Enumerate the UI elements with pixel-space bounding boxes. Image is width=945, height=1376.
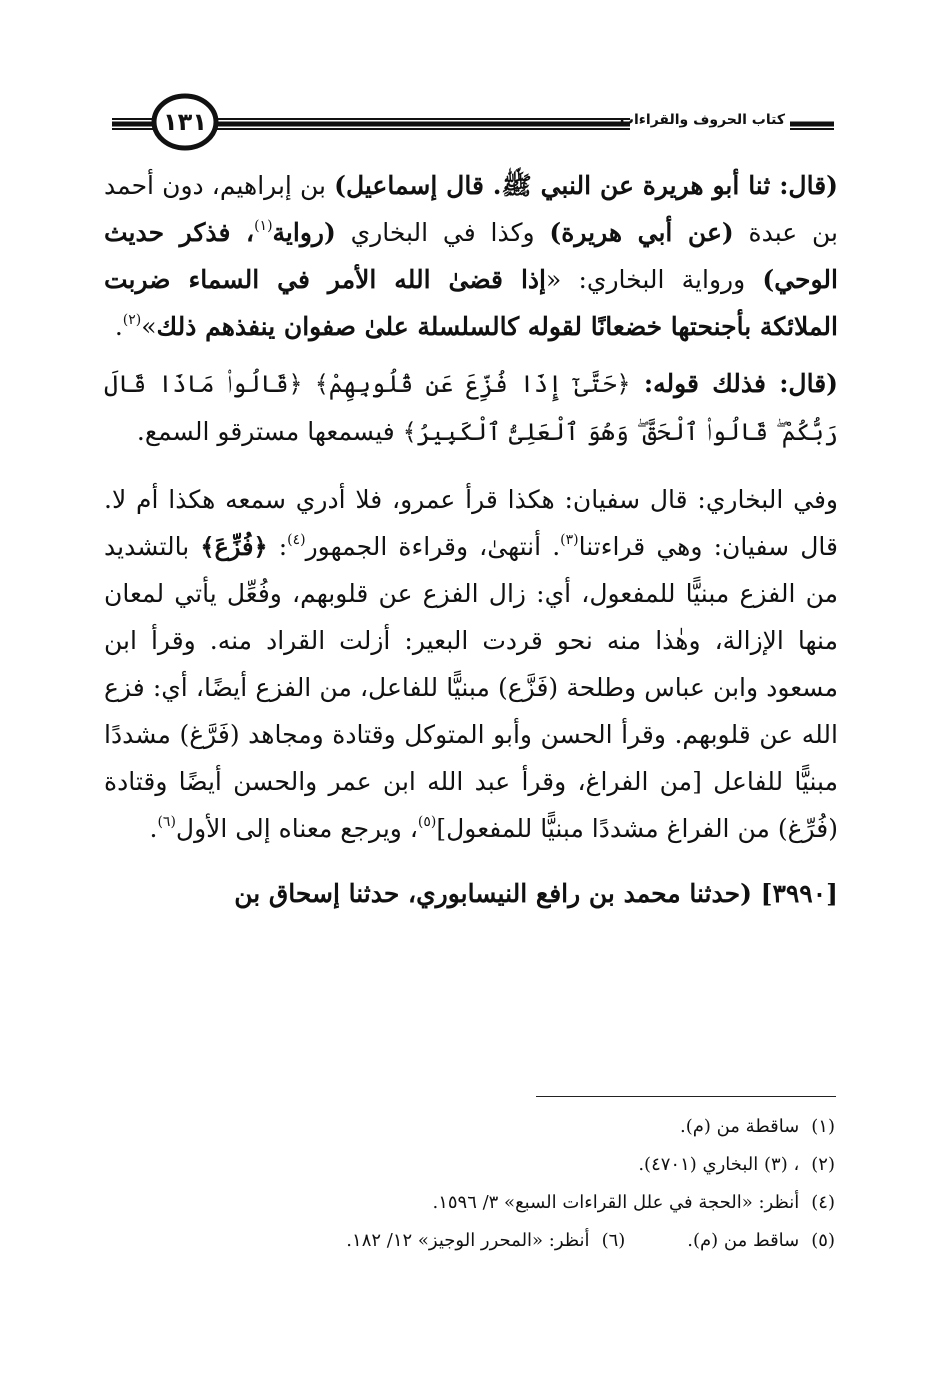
text-segment: (قال: فذلك قوله: [630, 369, 838, 398]
footnote-4 [135, 1184, 835, 1222]
footnote-text: أنظر: «الحجة في علل القراءات السبع» ٣/ ١٥٩٦. [432, 1192, 800, 1213]
text-segment: وكذا في البخاري [335, 218, 550, 247]
footnote-text: ساقطة من (م). [679, 1116, 800, 1137]
text-segment: (رواية [272, 218, 336, 247]
footnote-number: (٢) [811, 1154, 835, 1175]
footnote-2 [135, 1146, 835, 1184]
text-segment: بن إبراهيم، دون أحمد بن عبدة [104, 171, 838, 247]
footnote-ref: (٣) [560, 532, 579, 548]
text-segment: » [141, 312, 157, 341]
text-segment: بالتشديد من الفزع مبنيًّا للمفعول، أي: زال الفزع عن قلوبهم، وفُعِّل يأتي لمعان منها الإزالة، وهٰذا منه نحو قردت البعير: أزلت القراد منه. وقرأ ابن مسعود وابن عباس وطلحة (فَزَّع) مبنيًّا للفاعل، من الفزع أيضًا، أي: فزع الله عن قلوبهم. وقرأ الحسن وأبو المتوكل وقتادة ومجاهد (فَرَّغ) مشددًا مبنيًّا للفاعل [من الفراغ، وقرأ عبد الله ابن عمر والحسن أيضًا وقتادة (فُرِّغ) من الفراغ مشددًا مبنيًّا للمفعول] [104, 532, 838, 843]
footnote-text: ، (٣) البخاري (٤٧٠١). [638, 1154, 800, 1175]
text-segment: ، ويرجع معناه إلى الأول [175, 814, 418, 843]
footnote-6 [346, 1222, 625, 1260]
page-header [0, 0, 945, 170]
header-ornament [0, 0, 945, 170]
paragraph-3 [104, 476, 838, 852]
footnote-ref: (٦) [157, 814, 176, 830]
text-segment: ورواية البخاري: « [545, 265, 763, 294]
footnote-text: ساقط من (م). [687, 1230, 800, 1251]
text-segment: فيسمعها مسترقو السمع. [136, 417, 403, 446]
paragraph-1 [104, 162, 838, 350]
footnote-separator [536, 1096, 836, 1097]
quran-verse: ﴿حَتَّىٰٓ إِذَا فُزِّعَ عَن قُلُوبِهِمْ﴾ ﴿قَالُوا۟ مَاذَا قَالَ رَبُّكُمْ ۖ قَالُوا۟ ٱلْحَقَّ ۖ وَهُوَ ٱلْعَلِىُّ ٱلْكَبِيرُ﴾ [104, 370, 838, 446]
footnote-row [135, 1222, 835, 1260]
footnote-number: (١) [811, 1116, 835, 1137]
footnote-number: (٦) [601, 1230, 626, 1251]
footnote-number: (٤) [811, 1192, 835, 1213]
text-segment: (عن أبي هريرة) [549, 218, 734, 247]
footnote-1 [135, 1108, 835, 1146]
footnote-text: أنظر: «المحرر الوجيز» ١٢/ ١٨٢. [346, 1230, 590, 1251]
hadith-number-line: [٣٩٩٠] (حدثنا محمد بن رافع النيسابوري، حدثنا إسحاق بن [234, 879, 838, 908]
page-number: ١٣١ [163, 108, 207, 136]
quran-word: ﴿فُزِّعَ﴾ [200, 532, 268, 561]
footnote-5 [687, 1222, 835, 1260]
text-segment: . [149, 814, 158, 843]
text-segment: . [114, 312, 123, 341]
footnote-ref: (١) [254, 218, 273, 234]
footnote-ref: (٤) [287, 532, 306, 548]
hadith-quote: إذا قضىٰ الله الأمر في السماء ضربت الملائكة بأجنحتها خضعانًا لقوله كالسلسلة علىٰ صفوان ينفذهم ذلك [104, 265, 838, 341]
text-segment: ، فذكر حديث الوحي) [104, 218, 838, 294]
paragraph-2 [104, 360, 838, 456]
chapter-title: كتاب الحروف والقراءات [619, 112, 785, 128]
footnotes [135, 1108, 835, 1260]
footnote-number: (٥) [811, 1230, 835, 1251]
footnote-ref: (٥) [417, 814, 437, 830]
text-segment: وفي البخاري: قال سفيان: هكذا قرأ عمرو، فلا أدري سمعه هكذا أم لا. قال سفيان: وهي قراءتنا [104, 485, 838, 561]
text-segment: : [267, 532, 288, 561]
text-segment: (قال: ثنا أبو هريرة عن النبي ﷺ. قال إسماعيل) [334, 171, 838, 200]
footnote-ref: (٢) [122, 312, 142, 328]
text-segment: . أنتهىٰ، وقراءة الجمهور [305, 532, 561, 561]
main-text [104, 162, 838, 917]
